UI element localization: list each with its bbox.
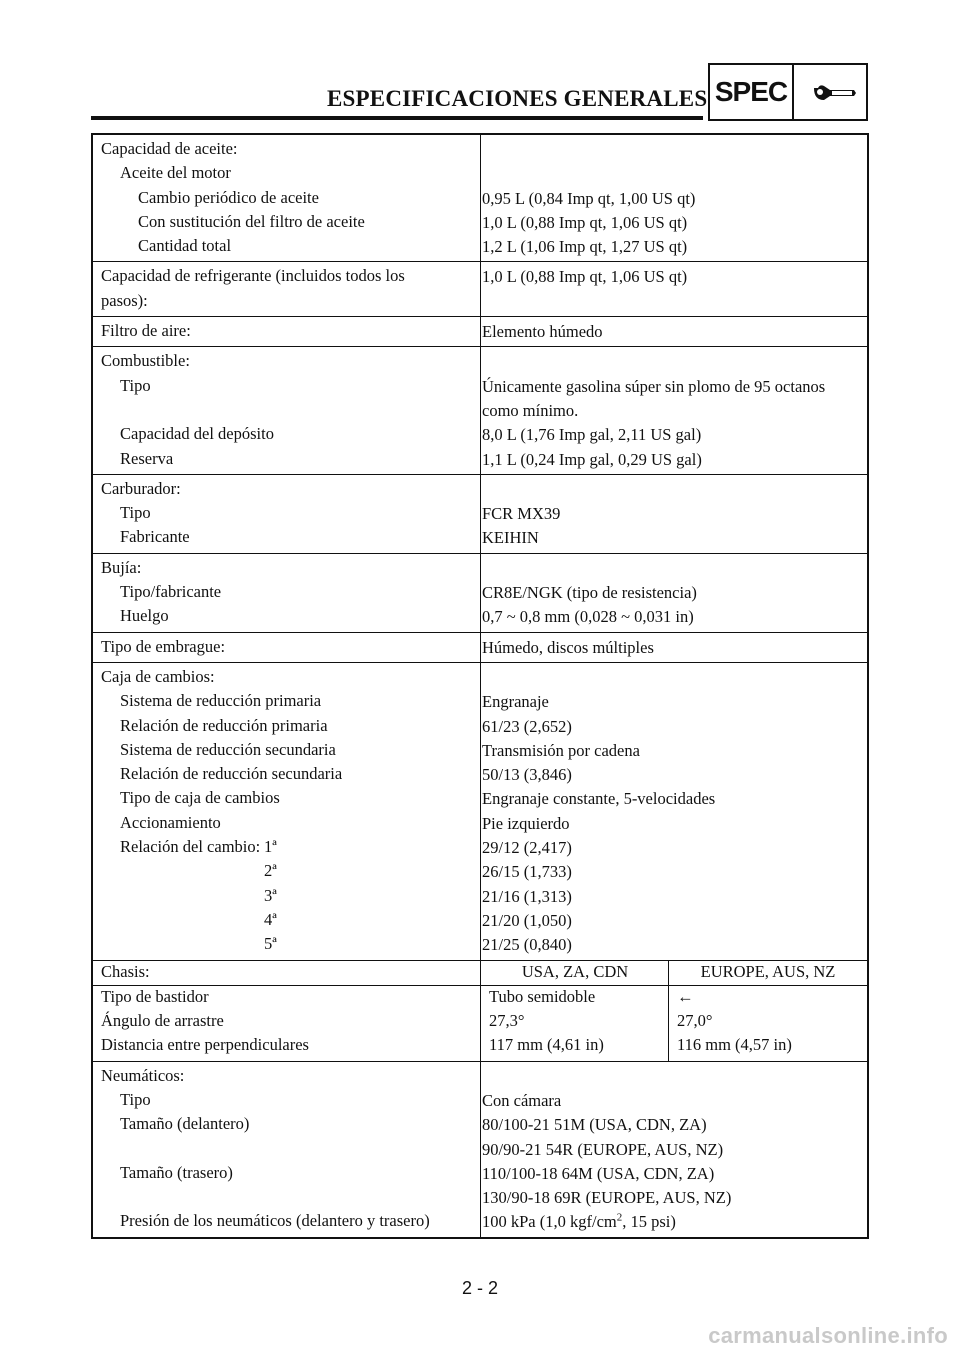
gear-number: 1ª — [264, 837, 277, 857]
column-divider — [480, 663, 481, 960]
gear-value: 29/12 (2,417) — [482, 838, 572, 858]
column-divider — [480, 633, 481, 662]
watermark: carmanualsonline.info — [708, 1323, 948, 1348]
chassis-section — [93, 961, 867, 1062]
table-row: Ángulo de arrastre 27,3° 27,0° — [101, 1011, 713, 1031]
fuel-section — [93, 347, 867, 474]
chassis-title: Chasis: — [101, 961, 150, 981]
column-divider — [480, 475, 481, 553]
column-divider — [480, 1062, 481, 1237]
coolant-section — [93, 262, 867, 317]
column-divider — [480, 135, 481, 261]
coolant-value: 1,0 L (0,88 Imp qt, 1,06 US qt) — [482, 267, 688, 287]
wrench-icon — [810, 78, 858, 108]
air-filter-label: Filtro de aire: — [101, 321, 191, 341]
fuel-type-value: Únicamente gasolina súper sin plomo de 95 octanos — [482, 376, 826, 396]
oil-title: Capacidad de aceite: — [101, 139, 238, 158]
tire-front-value: 80/100-21 51M (USA, CDN, ZA) — [482, 1115, 707, 1135]
gear-number: 5ª — [264, 934, 277, 954]
chassis-header-row — [93, 961, 867, 986]
spec-badge — [708, 63, 868, 121]
clutch-label: Tipo de embrague: — [101, 636, 226, 656]
column-divider — [480, 317, 481, 346]
carburetor-type-value: FCR MX39 — [482, 504, 561, 524]
air-filter-value: Elemento húmedo — [482, 322, 603, 342]
tires-title: Neumáticos: — [101, 1065, 185, 1085]
tire-front-value-alt: 90/90-21 54R (EUROPE, AUS, NZ) — [482, 1139, 724, 1159]
spec-badge-label: SPEC — [714, 76, 788, 107]
gear-value: 21/16 (1,313) — [482, 886, 572, 906]
gear-number: 2ª — [264, 861, 277, 881]
gear-number: 4ª — [264, 909, 277, 929]
gear-ratio-label: Relación del cambio: — [120, 837, 261, 857]
title-rule — [91, 116, 703, 120]
spark-plug-section — [93, 554, 867, 633]
transmission-section — [93, 663, 867, 961]
same-as-left-arrow: ← — [677, 986, 694, 1006]
clutch-section — [93, 633, 867, 663]
column-divider — [480, 262, 481, 316]
fuel-title: Combustible: — [101, 351, 190, 371]
tire-type-label: Tipo — [120, 1089, 151, 1109]
carburetor-section — [93, 475, 867, 554]
carburetor-title: Carburador: — [101, 478, 181, 498]
table-row: Con sustitución del filtro de aceite 1,0 L (0,88 Imp qt, 1,06 US qt) — [138, 211, 688, 232]
spark-plug-type-label: Tipo/fabricante — [120, 582, 222, 602]
clutch-value: Húmedo, discos múltiples — [482, 637, 654, 657]
column-divider — [480, 554, 481, 632]
chassis-col-header: EUROPE, AUS, NZ — [700, 961, 836, 981]
fuel-type-label: Tipo — [120, 375, 151, 395]
tire-rear-label: Tamaño (trasero) — [120, 1162, 233, 1182]
coolant-label-cont: pasos): — [101, 290, 148, 310]
spark-plug-gap-label: Huelgo — [120, 606, 169, 626]
tire-rear-value: 110/100-18 64M (USA, CDN, ZA) — [482, 1163, 715, 1183]
table-row: Sistema de reducción secundaria Transmisión por cadena — [120, 739, 640, 760]
page-number: 2 - 2 — [461, 1278, 499, 1298]
tire-rear-value-alt: 130/90-18 69R (EUROPE, AUS, NZ) — [482, 1188, 732, 1208]
fuel-reserve-label: Reserva — [120, 448, 174, 468]
page-title: ESPECIFICACIONES GENERALES — [327, 86, 708, 111]
carburetor-maker-value: KEIHIN — [482, 528, 539, 548]
table-row: Relación de reducción primaria 61/23 (2,652) — [120, 715, 572, 736]
fuel-tank-label: Capacidad del depósito — [120, 424, 274, 444]
table-row: Tipo de bastidor Tubo semidoble ← — [93, 986, 867, 1010]
spec-table — [91, 133, 869, 1239]
transmission-title: Caja de cambios: — [101, 666, 215, 686]
column-divider — [480, 347, 481, 473]
table-row: Tipo de caja de cambios Engranaje constante, 5-velocidades — [120, 788, 716, 809]
tire-front-label: Tamaño (delantero) — [120, 1114, 250, 1134]
air-filter-section — [93, 317, 867, 347]
gear-value: 21/25 (0,840) — [482, 935, 572, 955]
table-row: Distancia entre perpendiculares 117 mm (4,61 in) 116 mm (4,57 in) — [101, 1035, 792, 1055]
carburetor-type-label: Tipo — [120, 503, 151, 523]
spark-plug-type-value: CR8E/NGK (tipo de resistencia) — [482, 583, 697, 603]
chassis-col-header: USA, ZA, CDN — [521, 961, 629, 981]
fuel-tank-value: 8,0 L (1,76 Imp gal, 2,11 US gal) — [482, 425, 702, 445]
fuel-reserve-value: 1,1 L (0,24 Imp gal, 0,29 US gal) — [482, 449, 702, 469]
tire-pressure-label: Presión de los neumáticos (delantero y trasero) — [120, 1211, 430, 1231]
gear-value: 26/15 (1,733) — [482, 862, 572, 882]
oil-section — [93, 135, 867, 262]
engine-oil-label: Aceite del motor — [120, 163, 231, 183]
carburetor-maker-label: Fabricante — [120, 527, 190, 547]
tires-section — [93, 1062, 867, 1237]
table-row: Cantidad total 1,2 L (1,06 Imp qt, 1,27 US qt) — [138, 236, 688, 257]
table-row: Sistema de reducción primaria Engranaje — [120, 691, 549, 712]
spark-plug-title: Bujía: — [101, 557, 142, 577]
gear-value: 21/20 (1,050) — [482, 910, 572, 930]
gear-number: 3ª — [264, 885, 277, 905]
tire-type-value: Con cámara — [482, 1090, 562, 1110]
table-row: Accionamiento Pie izquierdo — [120, 812, 570, 833]
table-row: Relación de reducción secundaria 50/13 (3,846) — [120, 764, 572, 785]
fuel-type-value-cont: como mínimo. — [482, 400, 579, 420]
coolant-label: Capacidad de refrigerante (incluidos todos los — [101, 266, 405, 286]
tire-pressure-value: 100 kPa (1,0 kgf/$cm^2$, 15 psi) — [482, 1211, 676, 1232]
spec-badge-divider — [792, 65, 794, 119]
spark-plug-gap-value: 0,7 ~ 0,8 mm (0,028 ~ 0,031 in) — [482, 607, 694, 627]
table-row: Cambio periódico de aceite 0,95 L (0,84 Imp qt, 1,00 US qt) — [138, 187, 696, 208]
